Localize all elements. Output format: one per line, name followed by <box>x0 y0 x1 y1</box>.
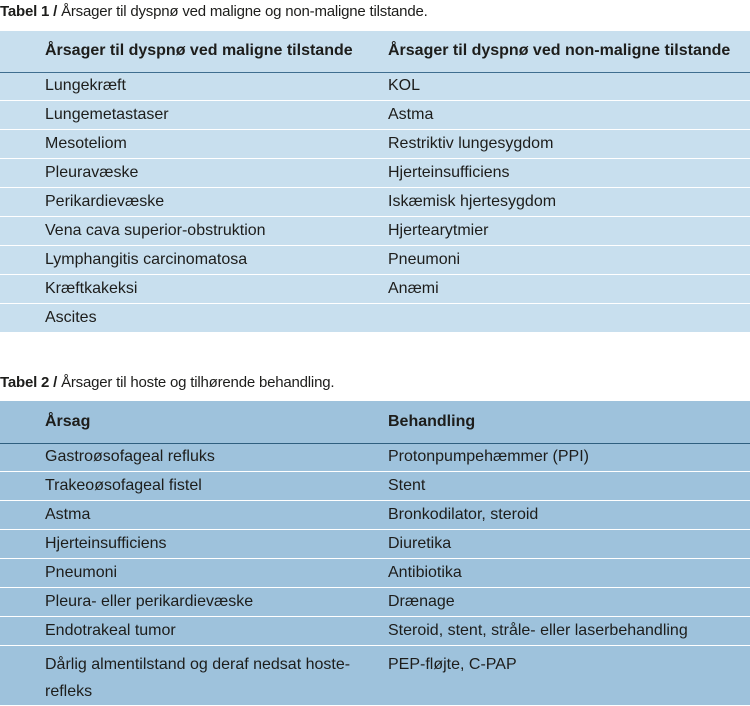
table-row <box>0 472 750 501</box>
table-row <box>0 159 750 188</box>
table-cell: Gastroøsofageal refluks <box>0 443 388 472</box>
table-row <box>0 587 750 616</box>
table-cell: Dårlig almentilstand og deraf nedsat hoste-refleks <box>0 645 388 705</box>
table-cell: Lungemetastaser <box>0 101 388 130</box>
table-cell: KOL <box>388 72 750 101</box>
table-row <box>0 501 750 530</box>
table-cell: Hjerteinsufficiens <box>388 159 750 188</box>
table-row <box>0 101 750 130</box>
table-cell: Mesoteliom <box>0 130 388 159</box>
table2-caption-text: Årsager til hoste og tilhørende behandling. <box>61 374 335 391</box>
table-cell: Lungekræft <box>0 72 388 101</box>
table-cell: Pneumoni <box>388 245 750 274</box>
cough-treatment-table <box>0 401 750 706</box>
table-cell: Iskæmisk hjertesygdom <box>388 188 750 217</box>
table-cell: Pneumoni <box>0 559 388 588</box>
table-row <box>0 559 750 588</box>
table2-caption <box>0 373 334 393</box>
table-header-row <box>0 401 750 443</box>
column-header: Årsager til dyspnø ved non-maligne tilstande <box>388 31 750 72</box>
table1-caption-label: Tabel 1 / <box>0 3 58 20</box>
table-cell: Astma <box>388 101 750 130</box>
table-cell: Restriktiv lungesygdom <box>388 130 750 159</box>
table-cell: Lymphangitis carcinomatosa <box>0 245 388 274</box>
table-row <box>0 443 750 472</box>
table-header-row <box>0 31 750 72</box>
table-cell: Stent <box>388 472 750 501</box>
table-row <box>0 72 750 101</box>
table-cell: PEP-fløjte, C-PAP <box>388 645 750 705</box>
table-row <box>0 130 750 159</box>
column-header: Årsager til dyspnø ved maligne tilstande <box>0 31 388 72</box>
table-row <box>0 616 750 645</box>
table-row <box>0 274 750 303</box>
table-cell: Drænage <box>388 587 750 616</box>
table-cell: Bronkodilator, steroid <box>388 501 750 530</box>
table-cell: Hjertearytmier <box>388 216 750 245</box>
table-cell: Ascites <box>0 303 388 332</box>
table-cell: Trakeoøsofageal fistel <box>0 472 388 501</box>
table-cell: Perikardievæske <box>0 188 388 217</box>
table-cell: Pleuravæske <box>0 159 388 188</box>
table-cell: Endotrakeal tumor <box>0 616 388 645</box>
table-row <box>0 245 750 274</box>
table-cell: Pleura- eller perikardievæske <box>0 587 388 616</box>
dyspnea-causes-table <box>0 31 750 333</box>
table-cell: Steroid, stent, stråle- eller laserbehandling <box>388 616 750 645</box>
table-cell: Protonpumpehæmmer (PPI) <box>388 443 750 472</box>
table-cell <box>388 303 750 332</box>
table-cell: Astma <box>0 501 388 530</box>
table-row <box>0 188 750 217</box>
table-cell: Kræftkakeksi <box>0 274 388 303</box>
table2-caption-label: Tabel 2 / <box>0 374 58 391</box>
table1-caption-text: Årsager til dyspnø ved maligne og non-maligne tilstande. <box>61 3 428 20</box>
table-row <box>0 303 750 332</box>
table-cell: Diuretika <box>388 530 750 559</box>
column-header: Behandling <box>388 401 750 443</box>
table-cell: Anæmi <box>388 274 750 303</box>
table-row <box>0 645 750 705</box>
table-cell: Hjerteinsufficiens <box>0 530 388 559</box>
table-row <box>0 216 750 245</box>
table1-caption <box>0 2 428 22</box>
table-cell: Antibiotika <box>388 559 750 588</box>
table-cell: Vena cava superior-obstruktion <box>0 216 388 245</box>
table-row <box>0 530 750 559</box>
column-header: Årsag <box>0 401 388 443</box>
